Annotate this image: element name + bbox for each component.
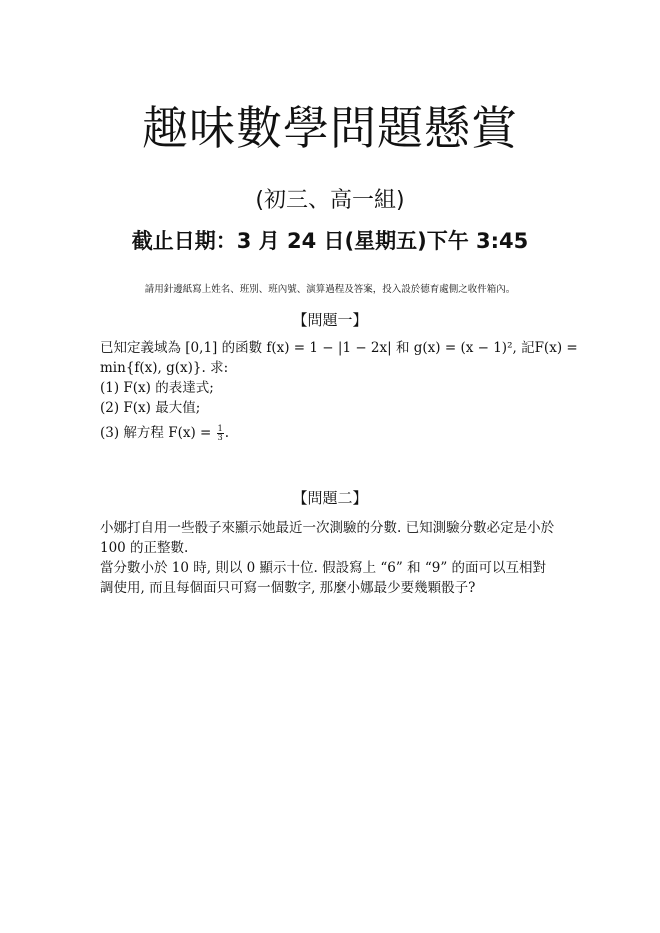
submission-note: 請用針邊紙寫上姓名、班別、班內號、演算過程及答案，投入設於德育處側之收件箱內。 xyxy=(144,284,516,295)
problem-2-heading: 【問題二】 xyxy=(292,489,368,507)
deadline-text: 截止日期：3 月 24 日(星期五)下午 3:45 xyxy=(131,229,529,253)
fraction-numerator: 1 xyxy=(217,424,223,433)
problem-2-line-1: 小娜打自用一些骰子來顯示她最近一次測驗的分數. 已知測驗分數必定是小於 xyxy=(100,520,555,536)
page-subtitle: (初三、高一組) xyxy=(255,188,405,213)
problem-1-item-3 xyxy=(100,418,560,446)
problem-2-line-4: 調使用, 而且每個面只可寫一個數字, 那麼小娜最少要幾顆骰子? xyxy=(100,580,476,596)
problem-1-line-1: 已知定義域為 [0,1] 的函數 f(x) = 1 − |1 − 2x| 和 g(x) = (x − 1)², 記F(x) = xyxy=(100,340,578,356)
problem-2-body xyxy=(100,518,560,598)
fraction xyxy=(217,425,224,442)
problem-2-line-2: 100 的正整數. xyxy=(100,540,189,556)
page-title: 趣味數學問題懸賞 xyxy=(142,101,518,155)
problem-1-heading: 【問題一】 xyxy=(292,311,368,329)
problem-1-line-2: min{f(x), g(x)}. 求: xyxy=(100,360,229,376)
problem-1-body xyxy=(100,338,578,446)
problem-1-item-1: (1) F(x) 的表達式; xyxy=(100,380,214,396)
problem-1-item-3-suffix: . xyxy=(224,425,230,441)
problem-1-item-3-prefix: (3) 解方程 F(x) = xyxy=(100,425,216,441)
problem-2-line-3: 當分數小於 10 時, 則以 0 顯示十位. 假設寫上 “6” 和 “9” 的面可以互相對 xyxy=(100,560,547,576)
problem-1-item-2: (2) F(x) 最大值; xyxy=(100,400,201,416)
fraction-denominator: 3 xyxy=(217,433,223,442)
